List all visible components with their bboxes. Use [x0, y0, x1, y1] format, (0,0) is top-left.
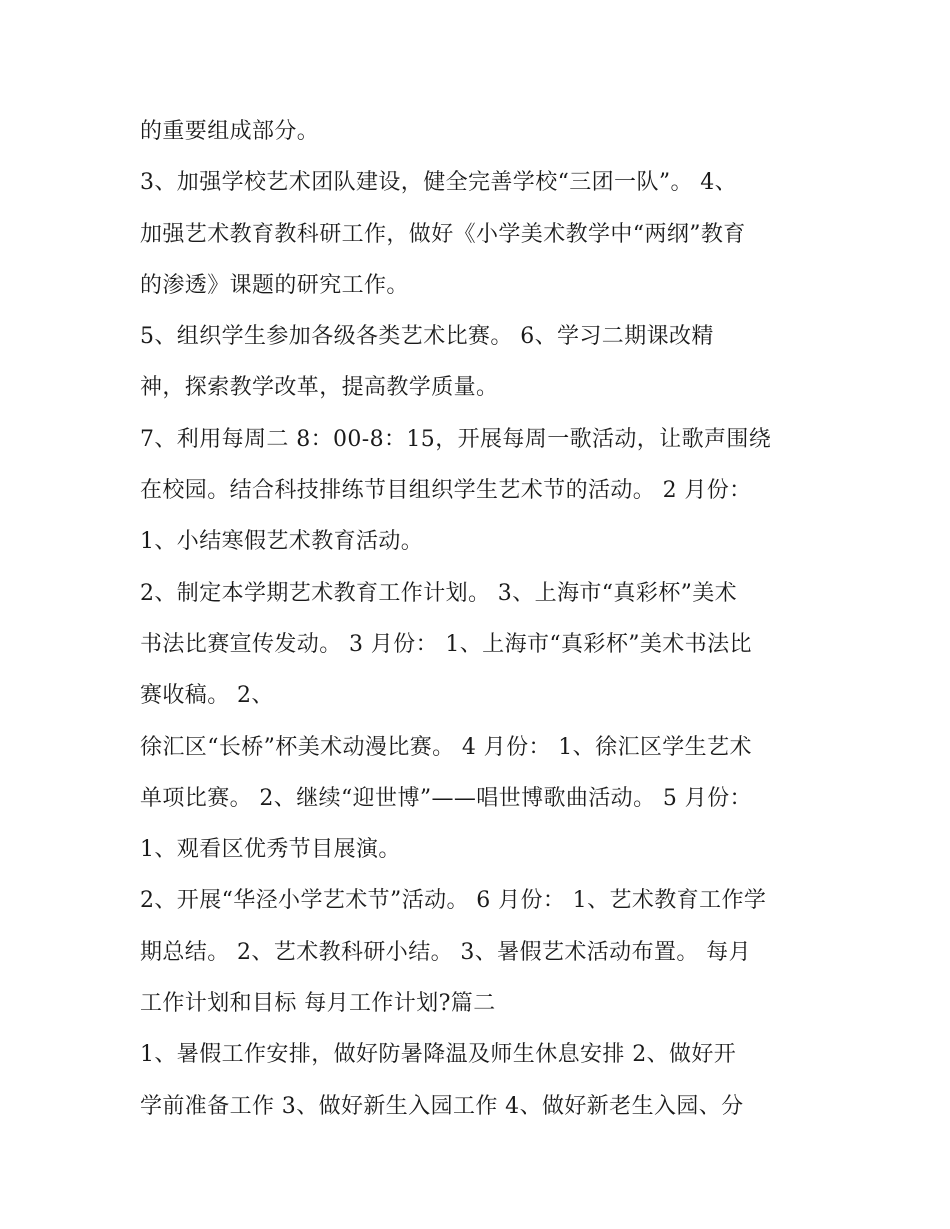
- text-line: 徐汇区“长桥”杯美术动漫比赛。 4 月份： 1、徐汇区学生艺术: [140, 734, 752, 760]
- text-line: 2、开展“华泾小学艺术节”活动。 6 月份： 1、艺术教育工作学: [140, 888, 767, 914]
- text-line: 期总结。 2、艺术教科研小结。 3、暑假艺术活动布置。 每月: [140, 939, 751, 965]
- text-line: 1、观看区优秀节目展演。: [140, 837, 401, 863]
- text-line: 书法比赛宣传发动。 3 月份： 1、上海市“真彩杯”美术书法比: [140, 631, 752, 657]
- text-line: 工作计划和目标 每月工作计划?篇二: [140, 991, 496, 1017]
- text-line: 1、小结寒假艺术教育活动。: [140, 529, 424, 555]
- text-line: 神，探索教学改革，提高教学质量。: [140, 375, 499, 401]
- text-line: 7、利用每周二 8：00-8：15，开展每周一歌活动，让歌声围绕: [140, 426, 772, 452]
- text-line: 加强艺术教育教科研工作，做好《小学美术教学中“两纲”教育: [140, 221, 746, 247]
- text-line: 赛收稿。 2、: [140, 683, 274, 709]
- text-line: 5、组织学生参加各级各类艺术比赛。 6、学习二期课改精: [140, 324, 714, 350]
- body-text: [140, 106, 830, 1132]
- text-line: 在校园。结合科技排练节目组织学生艺术节的活动。 2 月份：: [140, 478, 752, 504]
- text-line: 单项比赛。 2、继续“迎世博”——唱世博歌曲活动。 5 月份：: [140, 785, 752, 811]
- text-line: 1、暑假工作安排，做好防暑降温及师生休息安排 2、做好开: [140, 1042, 737, 1068]
- text-line: 的重要组成部分。: [140, 119, 320, 144]
- text-line: 2、制定本学期艺术教育工作计划。 3、上海市“真彩杯”美术: [140, 580, 738, 606]
- text-line: 学前准备工作 3、做好新生入园工作 4、做好新老生入园、分: [140, 1093, 744, 1119]
- text-line: 3、加强学校艺术团队建设，健全完善学校“三团一队”。 4、: [140, 170, 738, 196]
- text-line: 的渗透》课题的研究工作。: [140, 272, 409, 298]
